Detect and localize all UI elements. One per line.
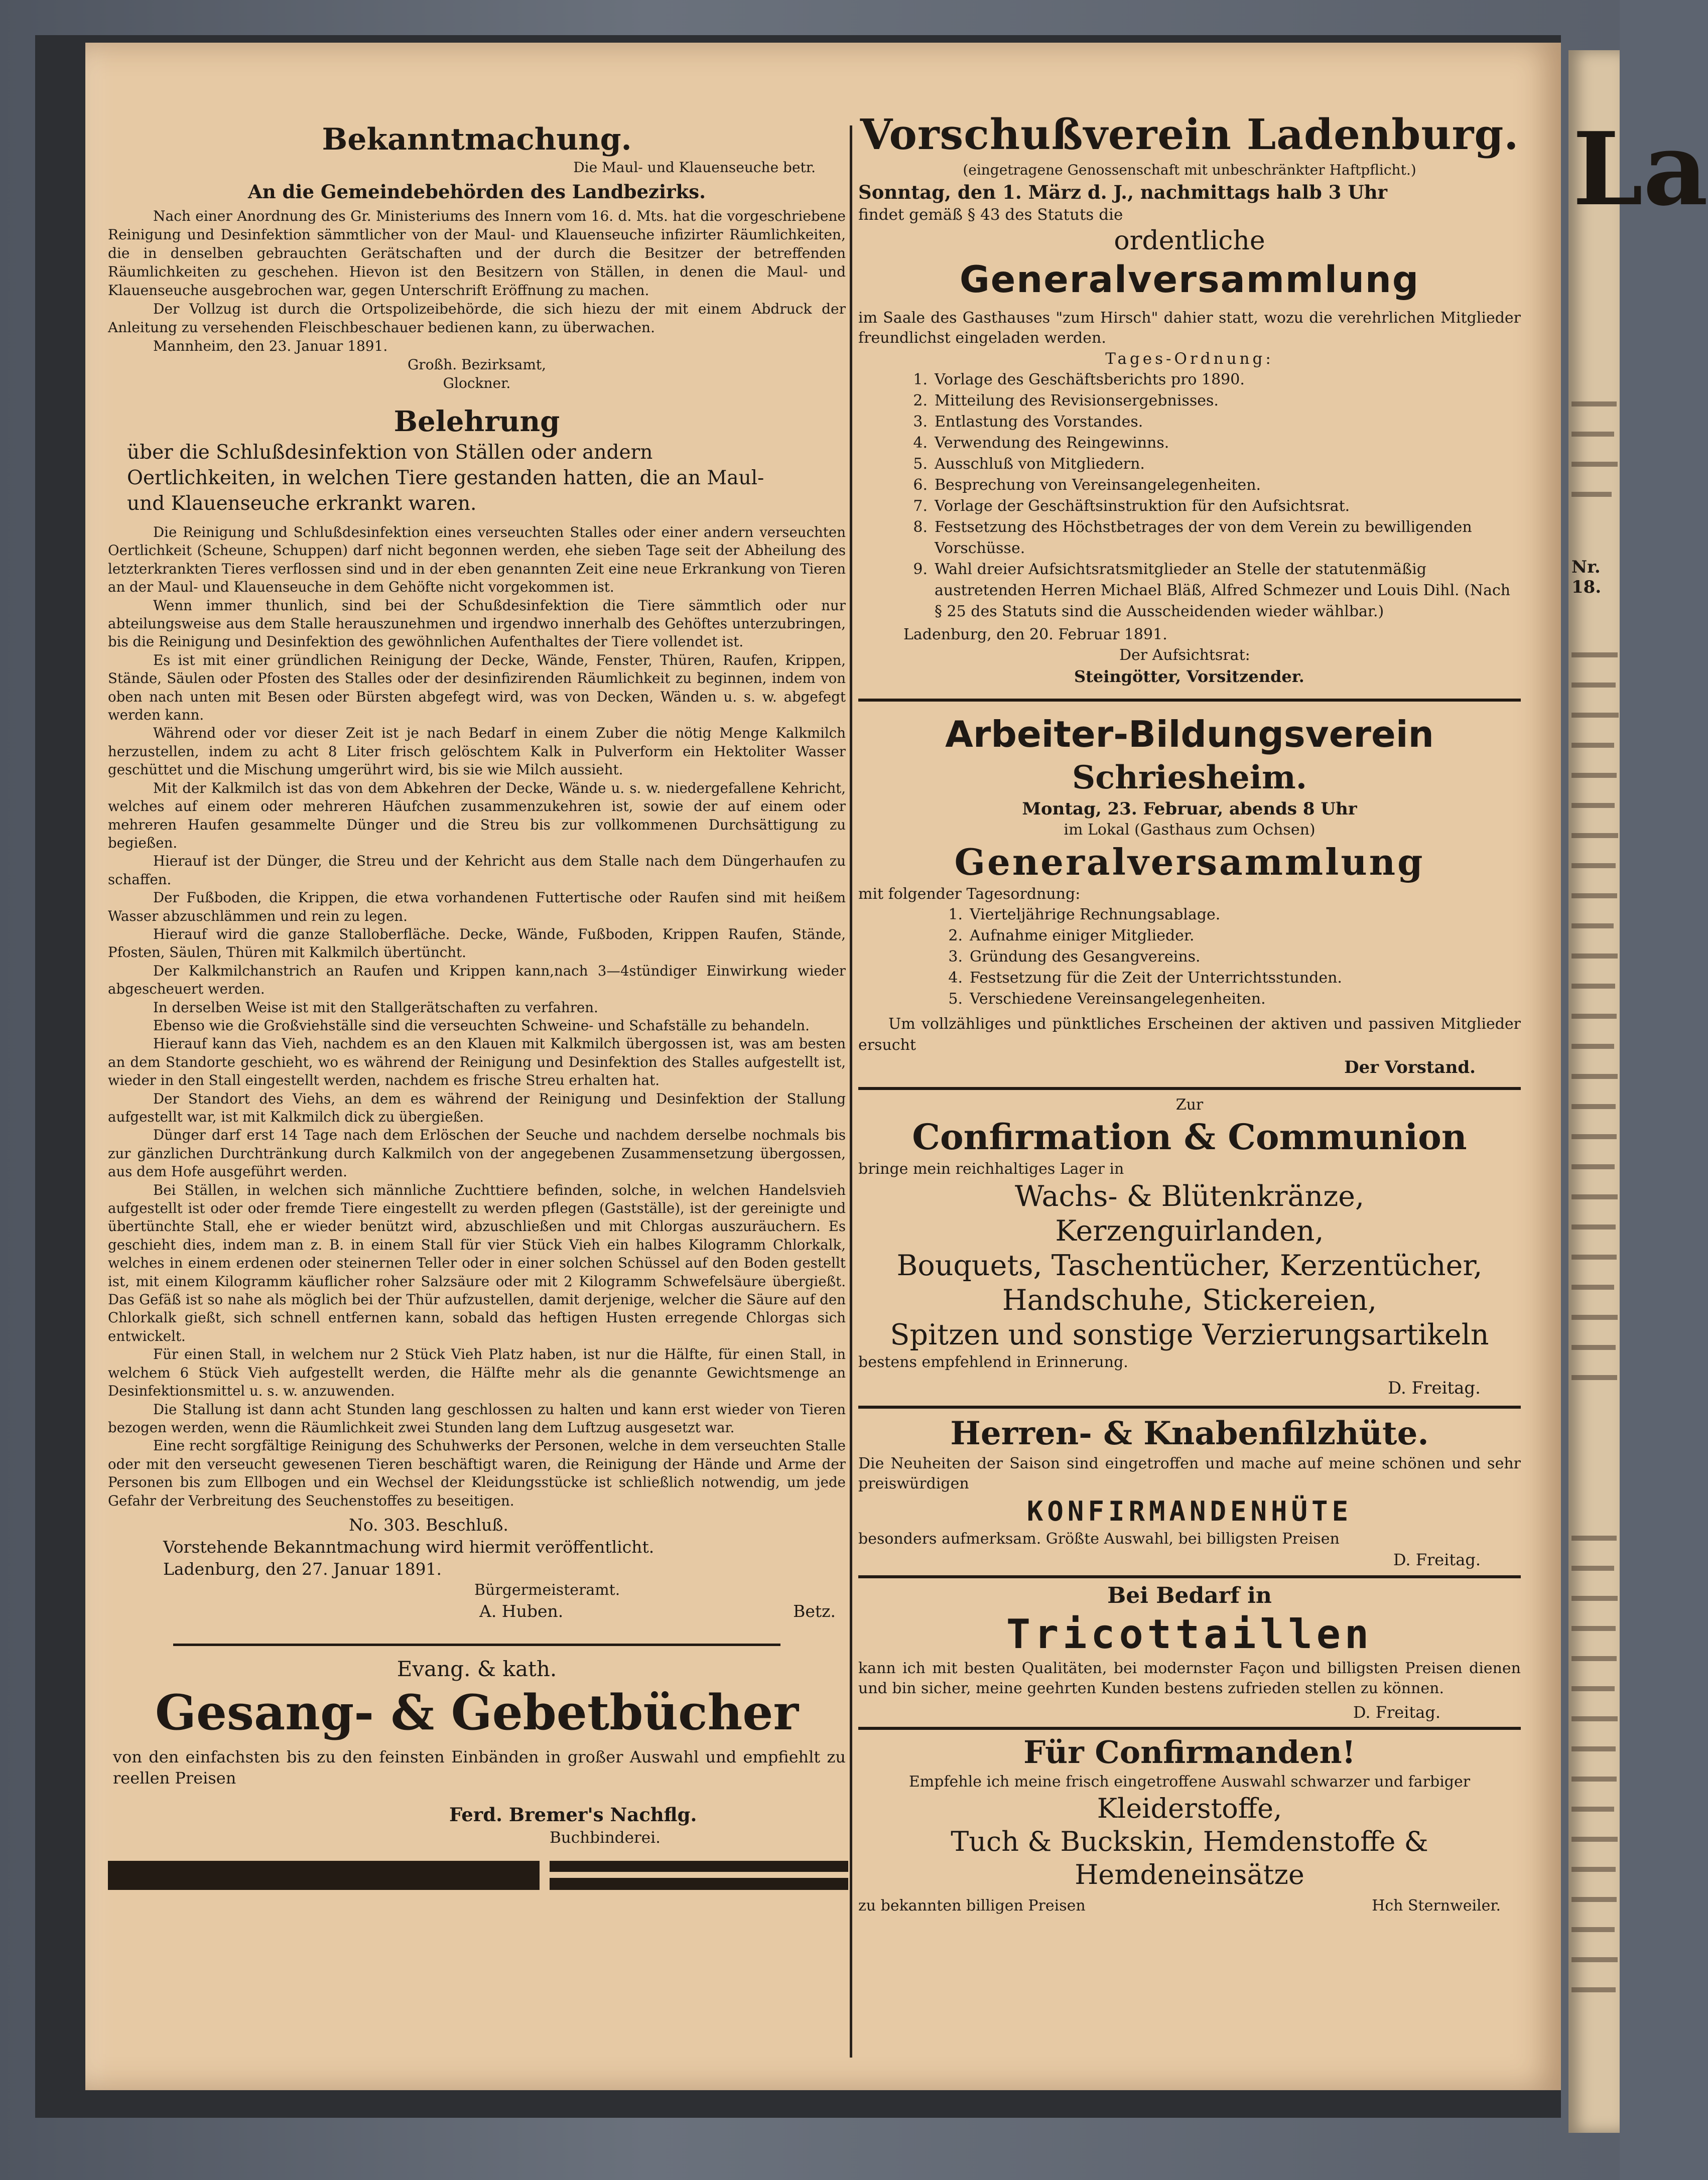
agenda-text: Vierteljährige Rechnungsablage. <box>970 906 1221 923</box>
agenda-text: Entlastung des Vorstandes. <box>935 413 1143 431</box>
gesang-body: von den einfachsten bis zu den feinsten Einbänden in großer Auswahl und empfiehlt zu reellen Preisen <box>113 1747 846 1788</box>
adjacent-text-line <box>1571 1194 1618 1199</box>
belehrung-paragraph: Wenn immer thunlich, sind bei der Schußdesinfektion die Tiere sämmtlich oder nur abteilungsweise aus dem Stalle herauszunehmen und irgendwo innerhalb des Gehöftes unterzubringen, bis die Reinigung und Desinfektion des gewöhnlichen Aufenthaltes der Tiere vollendet ist. <box>108 597 846 650</box>
adjacent-text-line <box>1571 432 1614 437</box>
adjacent-text-line <box>1571 1536 1617 1541</box>
belehrung-office: Bürgermeisteramt. <box>474 1581 620 1599</box>
section-rule <box>173 1644 780 1646</box>
belehrung-paragraph: Dünger darf erst 14 Tage nach dem Erlöschen der Seuche und nachdem derselbe nochmals bis zur gänzlichen Durchtränkung durch Kalkmilch von der angegebenen Zusammensetzung übergossen, aus dem Hofe ausgeführt werden. <box>108 1127 846 1180</box>
agenda-number: 4. <box>913 434 928 452</box>
adjacent-text-line <box>1571 1104 1616 1109</box>
agenda-text: Besprechung von Vereinsangelegenheiten. <box>935 476 1261 494</box>
agenda-item <box>898 559 1521 622</box>
agenda-number: 1. <box>948 906 963 923</box>
adjacent-text-line <box>1571 1345 1616 1350</box>
section-rule <box>858 699 1521 702</box>
belehrung-paragraph: Für einen Stall, in welchem nur 2 Stück Vieh Platz haben, ist nur die Hälfte, für einen Stall, in welchem 6 Stück Vieh aufgestellt werden, die Hälfte mehr als die genannte Gewichtsmenge an Desinfektionsmittel u. s. w. anzuwenden. <box>108 1346 846 1400</box>
belehrung-body <box>108 523 846 1510</box>
agenda-item <box>898 517 1521 559</box>
confirmation-overline: Zur <box>1175 1096 1204 1114</box>
adjacent-text-line <box>1571 1746 1616 1751</box>
bekanntmachung-paragraph: Der Vollzug ist durch die Ortspolizeibehörde, die sich hiezu der mit einem Abdruck der Anleitung zu versehenden Fleischbeschauer bedienen kann, zu überwachen. <box>108 301 846 336</box>
vorschuss-date-line: Sonntag, den 1. März d. J., nachmittags halb 3 Uhr <box>858 181 1388 203</box>
belehrung-paragraph: Die Stallung ist dann acht Stunden lang geschlossen zu halten und kann erst wieder von Tieren bezogen werden, wenn die Räumlichkeit zwei Stunden lang dem Luftzug ausgesetzt war. <box>108 1401 846 1436</box>
adjacent-text-line <box>1571 893 1617 898</box>
agenda-text: Gründung des Gesangvereins. <box>970 948 1201 966</box>
confirmation-signature: D. Freitag. <box>1387 1378 1481 1398</box>
agenda-number: 7. <box>913 497 928 515</box>
belehrung-signature-right: Betz. <box>793 1601 836 1621</box>
adjacent-text-line <box>1571 1255 1617 1260</box>
gesang-signature-sub: Buchbinderei. <box>550 1828 661 1847</box>
confirmation-item: Handschuhe, Stickereien, <box>1002 1284 1377 1317</box>
filzhuete-body: Die Neuheiten der Saison sind eingetroffen und mache auf meine schönen und sehr preiswürdigen <box>858 1455 1521 1492</box>
filzhuete-headline: KONFIRMANDENHÜTE <box>1026 1495 1353 1527</box>
bekanntmachung-subtitle: Die Maul- und Klauenseuche betr. <box>573 159 816 176</box>
adjacent-text-line <box>1571 1375 1617 1380</box>
agenda-number: 5. <box>948 990 963 1008</box>
agenda-item <box>898 433 1521 454</box>
section-rule <box>858 1406 1521 1409</box>
adjacent-text-line <box>1571 1927 1615 1932</box>
section-rule <box>858 1575 1521 1578</box>
vorschuss-headline: Generalversammlung <box>959 258 1420 301</box>
belehrung-paragraph: Die Reinigung und Schlußdesinfektion eines verseuchten Stalles oder einer andern verseuchten Oertlichkeit (Scheune, Schuppen) darf nicht begonnen werden, ehe sieben Tage seit der Abheilung des letzterkrankten Tieres verflossen sind und in der eben genannten Zeit eine neue Erkrankung von Tieren an der Maul- und Klauenseuche in dem Gehöfte nicht vorgekommen ist. <box>108 524 846 596</box>
arbeiter-date-line: Montag, 23. Februar, abends 8 Uhr <box>1022 799 1357 819</box>
confirmation-intro: bringe mein reichhaltiges Lager in <box>858 1160 1124 1178</box>
adjacent-text-line <box>1571 743 1614 748</box>
bottom-rule-bar <box>108 1861 846 1891</box>
vorschuss-agenda-title: Tages-Ordnung: <box>1105 350 1274 368</box>
vorschuss-signature: Steingötter, Vorsitzender. <box>1074 667 1304 686</box>
agenda-text: Vorlage der Geschäftsinstruktion für den Aufsichtsrat. <box>935 497 1350 515</box>
adjacent-page-title-fragment: La <box>1572 110 1708 228</box>
agenda-number: 8. <box>913 518 928 536</box>
agenda-item <box>898 412 1521 433</box>
adjacent-text-line <box>1571 1807 1614 1812</box>
gesang-title: Gesang- & Gebetbücher <box>155 1684 799 1741</box>
belehrung-paragraph: Mit der Kalkmilch ist das von dem Abkehren der Decke, Wände u. s. w. niedergefallene Kehricht, welches auf einem oder mehreren Häufchen zusammenzukehren ist, sowie der auf einem oder mehreren Haufen gesammelte Dünger und die Streu bis zur vollkommenen Durchsättigung zu begießen. <box>108 779 846 851</box>
vorschuss-place-date: Ladenburg, den 20. Februar 1891. <box>903 626 1167 643</box>
adjacent-text-line <box>1571 1987 1616 1992</box>
adjacent-text-line <box>1571 1315 1618 1320</box>
filzhuete-title: Herren- & Knabenfilzhüte. <box>950 1415 1429 1452</box>
vorschuss-location: im Saale des Gasthauses "zum Hirsch" dahier statt, wozu die verehrlichen Mitglieder freundlichst eingeladen werden. <box>858 309 1521 347</box>
adjacent-text-line <box>1571 863 1616 868</box>
tricot-signature: D. Freitag. <box>1353 1703 1440 1722</box>
bekanntmachung-body <box>108 207 846 337</box>
belehrung-place-date: Ladenburg, den 27. Januar 1891. <box>163 1559 442 1579</box>
belehrung-paragraph: Es ist mit einer gründlichen Reinigung der Decke, Wände, Fenster, Thüren, Raufen, Krippen, Stände, Säulen oder Pfosten des Stalles oder der desinfizirenden Räumlichkeit zu beginnen, indem von oben nach unten mit Besen oder Bürsten abgefegt wird, was von Decken, Wänden u. s. w. abgefegt werden kann. <box>108 651 846 724</box>
adjacent-text-line <box>1571 1044 1614 1049</box>
adjacent-text-line <box>1571 1596 1618 1601</box>
konfirmanden-signature: Hch Sternweiler. <box>1372 1897 1501 1915</box>
agenda-text: Verschiedene Vereinsangelegenheiten. <box>970 990 1266 1008</box>
right-column <box>858 80 1521 1918</box>
agenda-item <box>934 946 1521 968</box>
confirmation-item: Spitzen und sonstige Verzierungsartikeln <box>890 1318 1489 1351</box>
agenda-number: 2. <box>913 392 928 410</box>
tricot-title: Tricottaillen <box>1006 1611 1373 1658</box>
bekanntmachung-place-date: Mannheim, den 23. Januar 1891. <box>153 338 388 354</box>
agenda-item <box>934 925 1521 946</box>
belehrung-paragraph: Der Fußboden, die Krippen, die etwa vorhandenen Futtertische oder Raufen sind mit heißem Wasser abzuschlämmen und rein zu legen. <box>108 889 846 924</box>
adjacent-text-line <box>1571 492 1612 497</box>
adjacent-page-fragment <box>1568 50 1708 2133</box>
belehrung-subtitle: über die Schlußdesinfektion von Ställen oder andern Oertlichkeiten, in welchen Tiere gestanden hatten, die an Maul- und Klauenseuche erkrankt waren. <box>127 441 764 515</box>
agenda-number: 4. <box>948 969 963 987</box>
agenda-number: 6. <box>913 476 928 494</box>
belehrung-signature-line <box>108 1600 846 1622</box>
bekanntmachung-paragraph: Nach einer Anordnung des Gr. Ministeriums des Innern vom 16. d. Mts. hat die vorgeschriebene Reinigung und Desinfektion sämmtlicher von der Maul- und Klauenseuche infizirter Räumlichkeiten, die in denselben gebrauchten Gerätschaften und der durch die Besitzer der betreffenden Räumlichkeiten zu geschehen. Hievon ist den Besitzern von Ställen, in denen die Maul- und Klauenseuche ausgebrochen war, gegen Unterschrift Eröffnung zu machen. <box>108 208 846 299</box>
adjacent-text-line <box>1571 1686 1615 1691</box>
belehrung-paragraph: Hierauf ist der Dünger, die Streu und der Kehricht aus dem Stalle nach dem Düngerhaufen zu schaffen. <box>108 853 846 888</box>
column-divider <box>850 125 852 2058</box>
agenda-number: 2. <box>948 927 963 944</box>
arbeiter-closing: Um vollzähliges und pünktliches Erscheinen der aktiven und passiven Mitglieder ersucht <box>858 1015 1521 1054</box>
agenda-text: Festsetzung des Höchstbetrages der von dem Verein zu bewilligenden Vorschüsse. <box>935 518 1472 557</box>
arbeiter-location: im Lokal (Gasthaus zum Ochsen) <box>1064 821 1316 839</box>
vorschuss-board: Der Aufsichtsrat: <box>1119 646 1250 664</box>
bottom-rule-lower <box>550 1878 848 1890</box>
arbeiter-agenda <box>858 904 1521 1010</box>
section-rule <box>858 1087 1521 1090</box>
agenda-item <box>934 904 1521 925</box>
bekanntmachung-address: An die Gemeindebehörden des Landbezirks. <box>248 181 706 203</box>
confirmation-item: Kerzenguirlanden, <box>1055 1214 1324 1248</box>
adjacent-text-line <box>1571 1656 1617 1661</box>
konfirmanden-intro: Empfehle ich meine frisch eingetroffene Auswahl schwarzer und farbiger <box>908 1773 1471 1791</box>
bekanntmachung-title: Bekanntmachung. <box>322 122 632 157</box>
vorschuss-subtitle: (eingetragene Genossenschaft mit unbeschränkter Haftpflicht.) <box>963 162 1416 178</box>
bottom-rule-upper <box>550 1861 848 1872</box>
agenda-number: 1. <box>913 371 928 388</box>
adjacent-page-issue-fragment: Nr. 18. <box>1571 557 1602 597</box>
section-rule <box>858 1727 1521 1730</box>
belehrung-paragraph: Hierauf kann das Vieh, nachdem es an den Klauen mit Kalkmilch übergossen ist, was am besten an dem Standorte geschieht, wo es während der Reinigung und Desinfektion des Stalles aufgestellt ist, wieder in den Stall eingestellt werden, nachdem es frische Streu erhalten hat. <box>108 1035 846 1089</box>
agenda-item <box>934 989 1521 1010</box>
belehrung-paragraph: Hierauf wird die ganze Stalloberfläche. Decke, Wände, Fußboden, Krippen Raufen, Stände, Pfosten, Säulen, Thüren mit Kalkmilch übertüncht. <box>108 925 846 961</box>
publish-note: Vorstehende Bekanntmachung wird hiermit veröffentlicht. <box>163 1537 654 1557</box>
arbeiter-signature: Der Vorstand. <box>1344 1057 1476 1077</box>
confirmation-items <box>858 1179 1521 1352</box>
belehrung-paragraph: Eine recht sorgfältige Reinigung des Schuhwerks der Personen, welche in dem verseuchten Stalle oder mit den verseucht gewesenen Tieren beschäftigt waren, die Reinigung der Hände und Arme der Personen bis zum Ellbogen und ein Wechsel der Kleidungsstücke ist schließlich notwendig, um jede Gefahr der Verbreitung des Seuchenstoffes zu beseitigen. <box>108 1437 846 1509</box>
adjacent-text-line <box>1571 923 1614 928</box>
agenda-text: Verwendung des Reingewinns. <box>935 434 1169 452</box>
agenda-number: 3. <box>913 413 928 431</box>
adjacent-text-line <box>1571 1285 1614 1290</box>
agenda-item <box>898 475 1521 496</box>
tricot-body: kann ich mit besten Qualitäten, bei modernster Façon und billigsten Preisen dienen und bin sicher, meine geehrten Kunden bestens zufrieden stellen zu können. <box>858 1660 1521 1697</box>
konfirmanden-item: Kleiderstoffe, <box>1097 1793 1282 1824</box>
confirmation-item: Wachs- & Blütenkränze, <box>1014 1180 1365 1213</box>
konfirmanden-items <box>858 1792 1521 1891</box>
agenda-text: Aufnahme einiger Mitglieder. <box>970 927 1195 944</box>
left-column <box>108 80 846 1891</box>
konfirmanden-title: Für Confirmanden! <box>1023 1734 1356 1770</box>
adjacent-text-line <box>1571 1777 1617 1782</box>
konfirmanden-footer <box>858 1894 1521 1918</box>
agenda-number: 3. <box>948 948 963 966</box>
arbeiter-headline: Generalversammlung <box>954 841 1425 883</box>
adjacent-text-line <box>1571 1014 1617 1019</box>
belehrung-paragraph: In derselben Weise ist mit den Stallgerätschaften zu verfahren. <box>153 999 598 1016</box>
konfirmanden-item: Tuch & Buckskin, Hemdenstoffe & <box>951 1826 1428 1857</box>
belehrung-paragraph: Der Standort des Viehs, an dem es während der Reinigung und Desinfektion der Stallung aufgestellt war, ist mit Kalkmilch dick zu übergießen. <box>108 1090 846 1125</box>
agenda-number: 9. <box>913 561 928 578</box>
tricot-overline: Bei Bedarf in <box>1107 1583 1272 1608</box>
agenda-item <box>898 496 1521 517</box>
belehrung-paragraph: Ebenso wie die Großviehställe sind die verseuchten Schweine- und Schafställe zu behandeln. <box>153 1017 810 1034</box>
vorschuss-agenda <box>858 369 1521 622</box>
confirmation-title: Confirmation & Communion <box>912 1116 1467 1158</box>
vorschuss-overline: ordentliche <box>1114 226 1265 256</box>
bekanntmachung-signature: Glockner. <box>443 375 511 391</box>
agenda-text: Wahl dreier Aufsichtsratsmitglieder an Stelle der statutenmäßig austretenden Herren Michael Bläß, Alfred Schmezer und Louis Dihl. (Nach § 25 des Statuts sind die Ausscheidenden wieder wählbar.) <box>935 561 1511 620</box>
adjacent-text-line <box>1571 984 1615 989</box>
agenda-item <box>898 454 1521 475</box>
confirmation-item: Bouquets, Taschentücher, Kerzentücher, <box>896 1249 1483 1282</box>
adjacent-text-line <box>1571 773 1617 778</box>
adjacent-text-line <box>1571 1897 1617 1902</box>
adjacent-text-line <box>1571 652 1618 657</box>
agenda-item <box>934 968 1521 989</box>
filzhuete-closing: besonders aufmerksam. Größte Auswahl, bei billigsten Preisen <box>858 1530 1340 1548</box>
adjacent-text-line <box>1571 1837 1618 1842</box>
adjacent-text-line <box>1571 1716 1618 1721</box>
agenda-text: Mitteilung des Revisionsergebnisses. <box>935 392 1219 410</box>
belehrung-paragraph: Bei Ställen, in welchen sich männliche Zuchttiere befinden, solche, in welchen Handelsvieh aufgestellt ist oder oder fremde Tiere eingestellt zu werden pflegen (Gastställe), ist der gereinigte und übertünchte Stall, ehe er wieder benützt wird, abzuschließen und mit Chlorgas auszuräuchern. Es geschieht dies, indem man z. B. in einem Stall für vier Stück Vieh ein halbes Kilogramm Chlorkalk, welches in einem erdenen oder steinernen Teller oder in einer solchen Schüssel auf den Boden gestellt ist, mit einem Kilogramm käuflicher roher Salzsäure oder mit 2 Kilogramm Schwefelsäure übergießt. Das Gefäß ist so nahe als möglich bei der Thür aufzustellen, damit derjenige, welcher die Säure auf den Chlorkalk gießt, sich schnell entfernen kann, sobald das heftigen Husten erregende Chlorgas sich entwickelt. <box>108 1181 846 1344</box>
arbeiter-place: Schriesheim. <box>1072 759 1307 796</box>
adjacent-text-line <box>1571 1957 1618 1962</box>
agenda-text: Festsetzung für die Zeit der Unterrichtsstunden. <box>970 969 1342 987</box>
agenda-number: 5. <box>913 455 928 473</box>
filzhuete-signature: D. Freitag. <box>1393 1550 1481 1569</box>
adjacent-text-line <box>1571 1867 1616 1872</box>
belehrung-title: Belehrung <box>393 405 560 438</box>
adjacent-text-line <box>1571 683 1616 688</box>
adjacent-text-line <box>1571 833 1618 838</box>
confirmation-closing: bestens empfehlend in Erinnerung. <box>858 1353 1128 1371</box>
adjacent-text-line <box>1571 1224 1616 1230</box>
adjacent-text-line <box>1571 401 1617 406</box>
adjacent-text-line <box>1571 713 1619 718</box>
decision-number: No. 303. Beschluß. <box>349 1515 508 1535</box>
adjacent-text-line <box>1571 803 1615 808</box>
adjacent-text-line <box>1571 1566 1614 1571</box>
adjacent-text-line <box>1571 953 1618 959</box>
adjacent-text-line <box>1571 462 1618 467</box>
belehrung-paragraph: Der Kalkmilchanstrich an Raufen und Krippen kann,nach 3—4stündiger Einwirkung wieder abgescheuert werden. <box>108 962 846 998</box>
arbeiter-agenda-intro: mit folgender Tagesordnung: <box>858 885 1081 903</box>
adjacent-text-line <box>1571 1074 1618 1079</box>
agenda-text: Ausschluß von Mitgliedern. <box>935 455 1145 473</box>
konfirmanden-item: Hemdeneinsätze <box>1075 1859 1304 1890</box>
konfirmanden-closing: zu bekannten billigen Preisen <box>858 1897 1086 1915</box>
belehrung-paragraph: Während oder vor dieser Zeit ist je nach Bedarf in einem Zuber die nötig Menge Kalkmilch herzustellen, indem zu acht 8 Liter frisch gelöschtem Kalk in Pulverform ein Hektoliter Wasser geschüttet und die Mischung umgerührt wird, bis sie wie Milch aussieht. <box>108 725 846 778</box>
arbeiter-title: Arbeiter-Bildungsverein <box>945 713 1434 755</box>
bekanntmachung-office: Großh. Bezirksamt, <box>407 356 547 373</box>
vorschuss-intro: findet gemäß § 43 des Statuts die <box>858 206 1123 224</box>
vorschuss-title: Vorschußverein Ladenburg. <box>860 110 1519 159</box>
gesang-overline: Evang. & kath. <box>397 1656 557 1681</box>
agenda-text: Vorlage des Geschäftsberichts pro 1890. <box>935 371 1245 388</box>
adjacent-text-line <box>1571 1626 1616 1631</box>
agenda-item <box>898 390 1521 412</box>
gesang-signature: Ferd. Bremer's Nachflg. <box>449 1803 697 1826</box>
adjacent-text-line <box>1571 1134 1617 1139</box>
adjacent-text-line <box>1571 1164 1615 1169</box>
bottom-rule-thick <box>108 1861 540 1890</box>
belehrung-signature: A. Huben. <box>479 1601 564 1621</box>
agenda-item <box>898 369 1521 390</box>
